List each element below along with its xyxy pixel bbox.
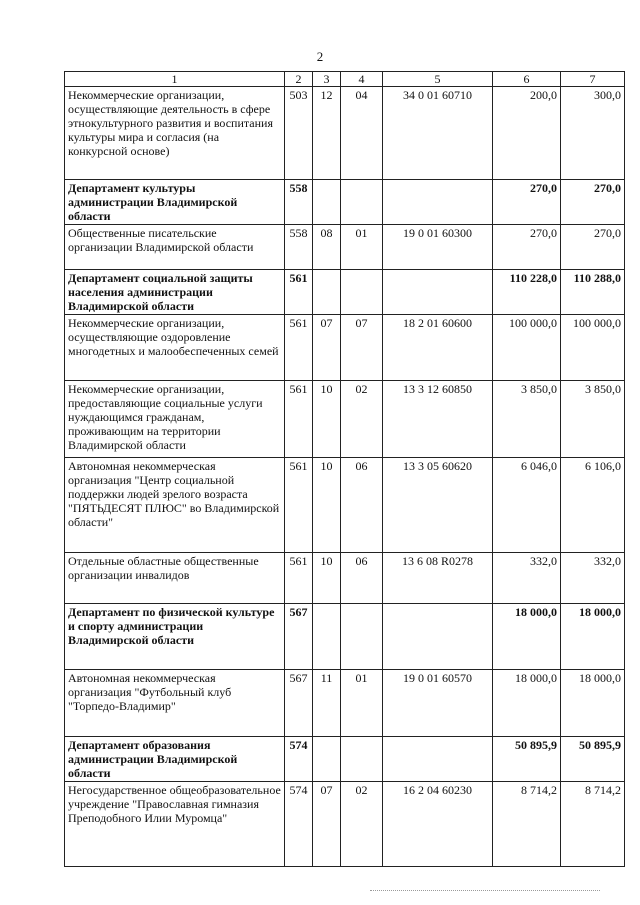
ministry-code: 558 (285, 180, 313, 225)
table-row (65, 270, 625, 315)
table-row (65, 180, 625, 225)
target-article-code: 19 0 01 60300 (383, 225, 493, 270)
header-row (65, 72, 625, 87)
amount-col6: 100 000,0 (493, 315, 561, 381)
table-row (65, 553, 625, 604)
organization-name: Общественные писательские организации Владимирской области (65, 225, 285, 270)
organization-name: Автономная некоммерческая организация "Футбольный клуб "Торпедо-Владимир" (65, 670, 285, 737)
organization-name: Департамент по физической культуре и спорту администрации Владимирской области (65, 604, 285, 670)
ministry-code: 561 (285, 381, 313, 458)
column-header: 1 (65, 72, 285, 87)
amount-col7: 18 000,0 (561, 670, 625, 737)
organization-name: Департамент образования администрации Владимирской области (65, 737, 285, 782)
amount-col7: 6 106,0 (561, 458, 625, 553)
amount-col7: 3 850,0 (561, 381, 625, 458)
amount-col7: 110 288,0 (561, 270, 625, 315)
amount-col6: 110 228,0 (493, 270, 561, 315)
subsection-code (341, 737, 383, 782)
budget-table (64, 71, 625, 867)
target-article-code (383, 737, 493, 782)
target-article-code: 13 3 12 60850 (383, 381, 493, 458)
amount-col6: 332,0 (493, 553, 561, 604)
subsection-code: 06 (341, 458, 383, 553)
ministry-code: 561 (285, 270, 313, 315)
amount-col6: 3 850,0 (493, 381, 561, 458)
target-article-code: 19 0 01 60570 (383, 670, 493, 737)
ministry-code: 567 (285, 604, 313, 670)
amount-col6: 18 000,0 (493, 670, 561, 737)
organization-name: Некоммерческие организации, осуществляющие оздоровление многодетных и малообеспеченных семей (65, 315, 285, 381)
ministry-code: 561 (285, 458, 313, 553)
organization-name: Департамент культуры администрации Владимирской области (65, 180, 285, 225)
subsection-code: 01 (341, 670, 383, 737)
subsection-code (341, 604, 383, 670)
amount-col7: 8 714,2 (561, 782, 625, 867)
table-row (65, 604, 625, 670)
organization-name: Отдельные областные общественные организации инвалидов (65, 553, 285, 604)
amount-col6: 270,0 (493, 180, 561, 225)
amount-col7: 270,0 (561, 225, 625, 270)
amount-col7: 300,0 (561, 87, 625, 180)
target-article-code: 13 3 05 60620 (383, 458, 493, 553)
target-article-code (383, 604, 493, 670)
amount-col6: 200,0 (493, 87, 561, 180)
column-header: 3 (313, 72, 341, 87)
section-code: 11 (313, 670, 341, 737)
ministry-code: 574 (285, 782, 313, 867)
amount-col6: 270,0 (493, 225, 561, 270)
column-header: 2 (285, 72, 313, 87)
table-row (65, 782, 625, 867)
subsection-code: 02 (341, 381, 383, 458)
organization-name: Негосударственное общеобразовательное учреждение "Православная гимназия Преподобного Илии Муромца" (65, 782, 285, 867)
amount-col7: 50 895,9 (561, 737, 625, 782)
column-header: 7 (561, 72, 625, 87)
target-article-code: 18 2 01 60600 (383, 315, 493, 381)
section-code: 08 (313, 225, 341, 270)
ministry-code: 558 (285, 225, 313, 270)
target-article-code (383, 270, 493, 315)
table-row (65, 225, 625, 270)
subsection-code: 04 (341, 87, 383, 180)
subsection-code: 01 (341, 225, 383, 270)
subsection-code: 07 (341, 315, 383, 381)
amount-col7: 332,0 (561, 553, 625, 604)
organization-name: Департамент социальной защиты населения администрации Владимирской области (65, 270, 285, 315)
organization-name: Некоммерческие организации, предоставляющие социальные услуги нуждающимся гражданам, проживающим на территории Владимирской области (65, 381, 285, 458)
amount-col7: 100 000,0 (561, 315, 625, 381)
table-row (65, 670, 625, 737)
column-header: 6 (493, 72, 561, 87)
subsection-code (341, 180, 383, 225)
organization-name: Некоммерческие организации, осуществляющие деятельность в сфере этнокультурного развития и воспитания культуры мира и согласия (на конкурсной основе) (65, 87, 285, 180)
table-row (65, 737, 625, 782)
amount-col6: 18 000,0 (493, 604, 561, 670)
section-code (313, 737, 341, 782)
column-header: 5 (383, 72, 493, 87)
target-article-code (383, 180, 493, 225)
table-row (65, 458, 625, 553)
target-article-code: 13 6 08 R0278 (383, 553, 493, 604)
section-code: 10 (313, 458, 341, 553)
amount-col6: 8 714,2 (493, 782, 561, 867)
column-header: 4 (341, 72, 383, 87)
page-number: 2 (316, 49, 324, 64)
ministry-code: 574 (285, 737, 313, 782)
section-code (313, 604, 341, 670)
scan-artifact-line (370, 890, 600, 892)
section-code: 10 (313, 381, 341, 458)
subsection-code: 02 (341, 782, 383, 867)
table-row (65, 315, 625, 381)
target-article-code: 16 2 04 60230 (383, 782, 493, 867)
amount-col7: 18 000,0 (561, 604, 625, 670)
section-code: 12 (313, 87, 341, 180)
amount-col6: 50 895,9 (493, 737, 561, 782)
subsection-code: 06 (341, 553, 383, 604)
ministry-code: 503 (285, 87, 313, 180)
ministry-code: 561 (285, 315, 313, 381)
subsection-code (341, 270, 383, 315)
table-row (65, 381, 625, 458)
amount-col6: 6 046,0 (493, 458, 561, 553)
section-code: 07 (313, 315, 341, 381)
section-code: 07 (313, 782, 341, 867)
target-article-code: 34 0 01 60710 (383, 87, 493, 180)
section-code: 10 (313, 553, 341, 604)
organization-name: Автономная некоммерческая организация "Центр социальной поддержки людей зрелого возраста "ПЯТЬДЕСЯТ ПЛЮС" во Владимирской области" (65, 458, 285, 553)
ministry-code: 561 (285, 553, 313, 604)
table-row (65, 87, 625, 180)
ministry-code: 567 (285, 670, 313, 737)
amount-col7: 270,0 (561, 180, 625, 225)
section-code (313, 270, 341, 315)
section-code (313, 180, 341, 225)
